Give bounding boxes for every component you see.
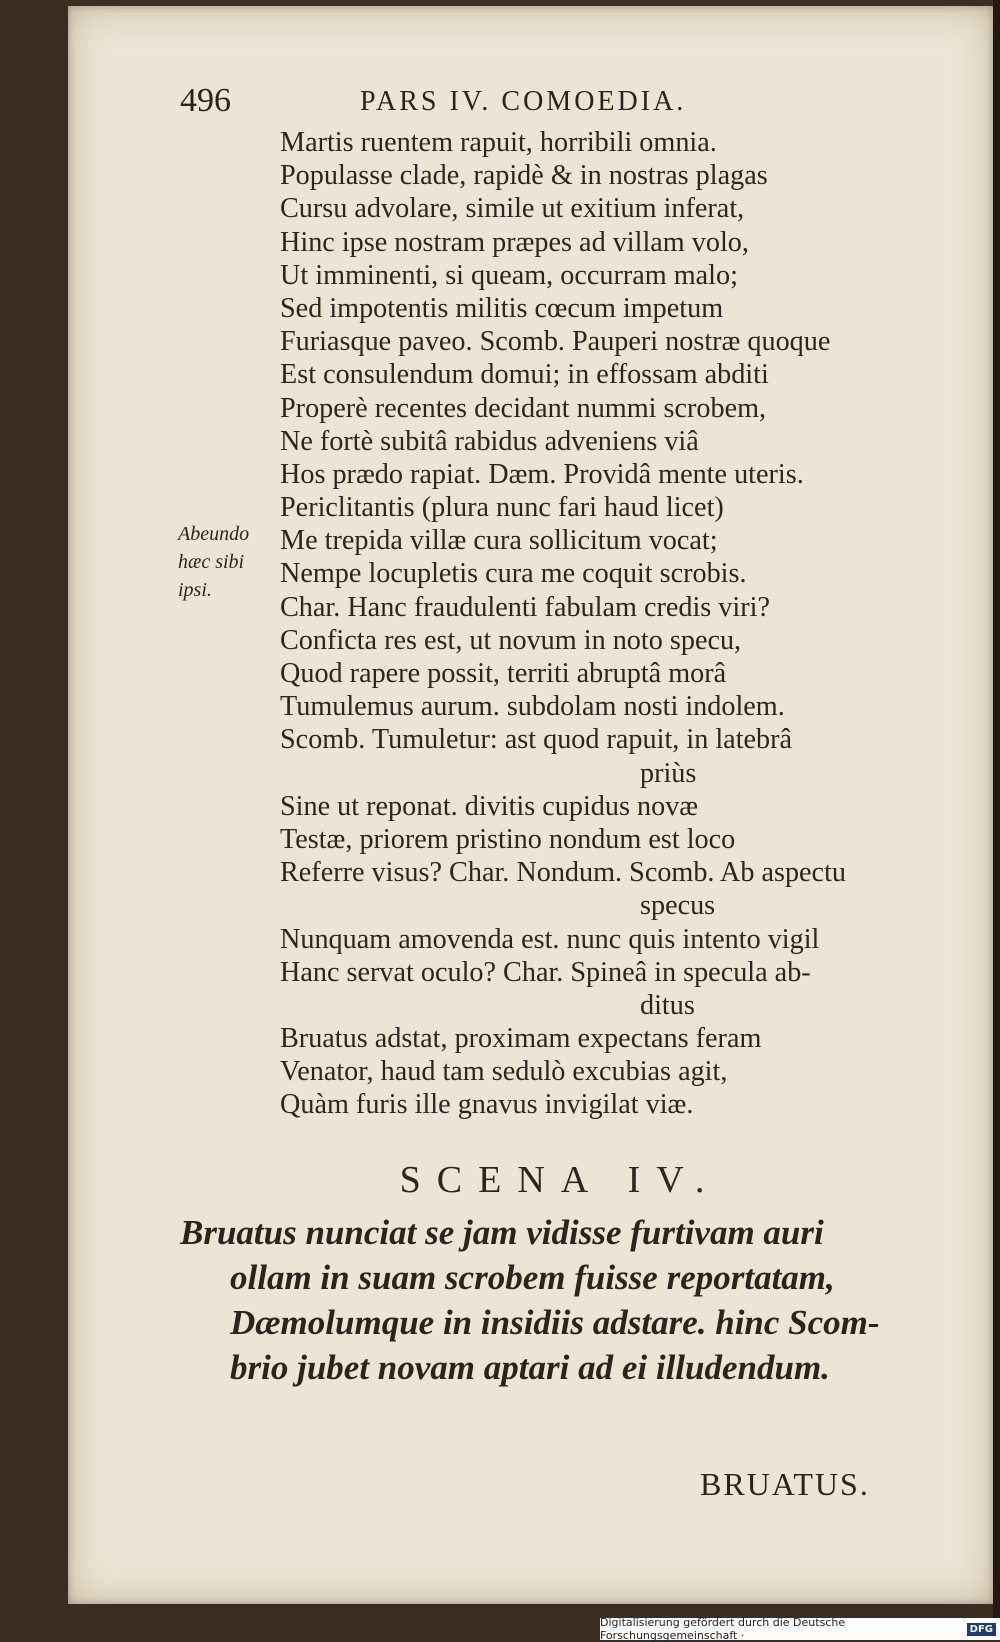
verse-line: priùs — [640, 757, 697, 789]
verse-line: Properè recentes decidant nummi scrobem, — [280, 392, 767, 424]
digitization-footer — [600, 1618, 1000, 1640]
verse-line: Scomb. Tumuletur: ast quod rapuit, in latebrâ — [280, 724, 793, 756]
verse-line: Hos prædo rapiat. Dæm. Providâ mente uteris. — [280, 458, 804, 490]
verse-line: Sed impotentis militis cœcum impetum — [280, 292, 724, 324]
verse-line: Hanc servat oculo? Char. Spineâ in specula ab- — [280, 956, 811, 988]
argument-line: brio jubet novam aptari ad ei illudendum. — [230, 1348, 830, 1387]
verse-line: Nunquam amovenda est. nunc quis intento vigil — [280, 923, 820, 955]
verse-line: Testæ, priorem pristino nondum est loco — [280, 823, 736, 855]
marginal-line: ipsi. — [178, 579, 212, 601]
argument-line: Bruatus nunciat se jam vidisse furtivam auri — [180, 1213, 824, 1252]
verse-line: Quàm furis ille gnavus invigilat viæ. — [280, 1089, 694, 1121]
verse-line: Referre visus? Char. Nondum. Scomb. Ab aspectu — [280, 857, 846, 889]
argument-line: ollam in suam scrobem fuisse reportatam, — [230, 1258, 835, 1297]
verse-line: Hinc ipse nostram præpes ad villam volo, — [280, 226, 749, 258]
verse-line: Furiasque paveo. Scomb. Pauperi nostræ quoque — [280, 326, 831, 358]
verse-line: Populasse clade, rapidè & in nostras plagas — [280, 160, 768, 192]
marginal-line: Abeundo — [178, 523, 250, 545]
verse-line: Ut imminenti, si queam, occurram malo; — [280, 259, 738, 291]
marginal-line: hæc sibi — [178, 551, 245, 573]
dfg-logo-icon: DFG — [967, 1623, 996, 1636]
argument-line: Dæmolumque in insidiis adstare. hinc Scom- — [230, 1303, 880, 1342]
verse-line: Venator, haud tam sedulò excubias agit, — [280, 1056, 728, 1088]
next-speaker: BRUATUS. — [700, 1466, 870, 1502]
verse-line: Conficta res est, ut novum in noto specu, — [280, 624, 742, 656]
scene-heading: SCENA IV. — [399, 1159, 721, 1201]
verse-line: Sine ut reponat. divitis cupidus novæ — [280, 790, 699, 822]
verse-line: Martis ruentem rapuit, horribili omnia. — [280, 127, 717, 158]
verse-line: Quod rapere possit, territi abruptâ morâ — [280, 658, 727, 689]
verse-line: Ne fortè subitâ rabidus adveniens viâ — [280, 425, 699, 457]
verse-line: Char. Hanc fraudulenti fabulam credis viri? — [280, 591, 770, 623]
verse-line: Me trepida villæ cura sollicitum vocat; — [280, 525, 718, 557]
verse-line: specus — [640, 890, 716, 922]
verse-line: Periclitantis (plura nunc fari haud licet) — [280, 492, 724, 524]
running-title: PARS IV. COMOEDIA. — [360, 86, 687, 117]
page-edge — [993, 0, 1000, 1640]
verse-line: Tumulemus aurum. subdolam nosti indolem. — [280, 691, 785, 723]
verse-line: Bruatus adstat, proximam expectans feram — [280, 1023, 762, 1055]
verse-line: Cursu advolare, simile ut exitium inferat, — [280, 193, 745, 225]
marginal-note — [178, 520, 278, 604]
page-header — [180, 82, 940, 122]
footer-text: Digitalisierung gefördert durch die Deutsche Forschungsgemeinschaft · — [600, 1616, 846, 1642]
verse-line: Est consulendum domui; in effossam abditi — [280, 359, 769, 391]
verse-line: Nempe locupletis cura me coquit scrobis. — [280, 558, 747, 590]
verse-text — [280, 126, 940, 1122]
scene-argument — [180, 1210, 940, 1390]
verse-line: ditus — [640, 989, 695, 1021]
page-number: 496 — [180, 82, 231, 119]
